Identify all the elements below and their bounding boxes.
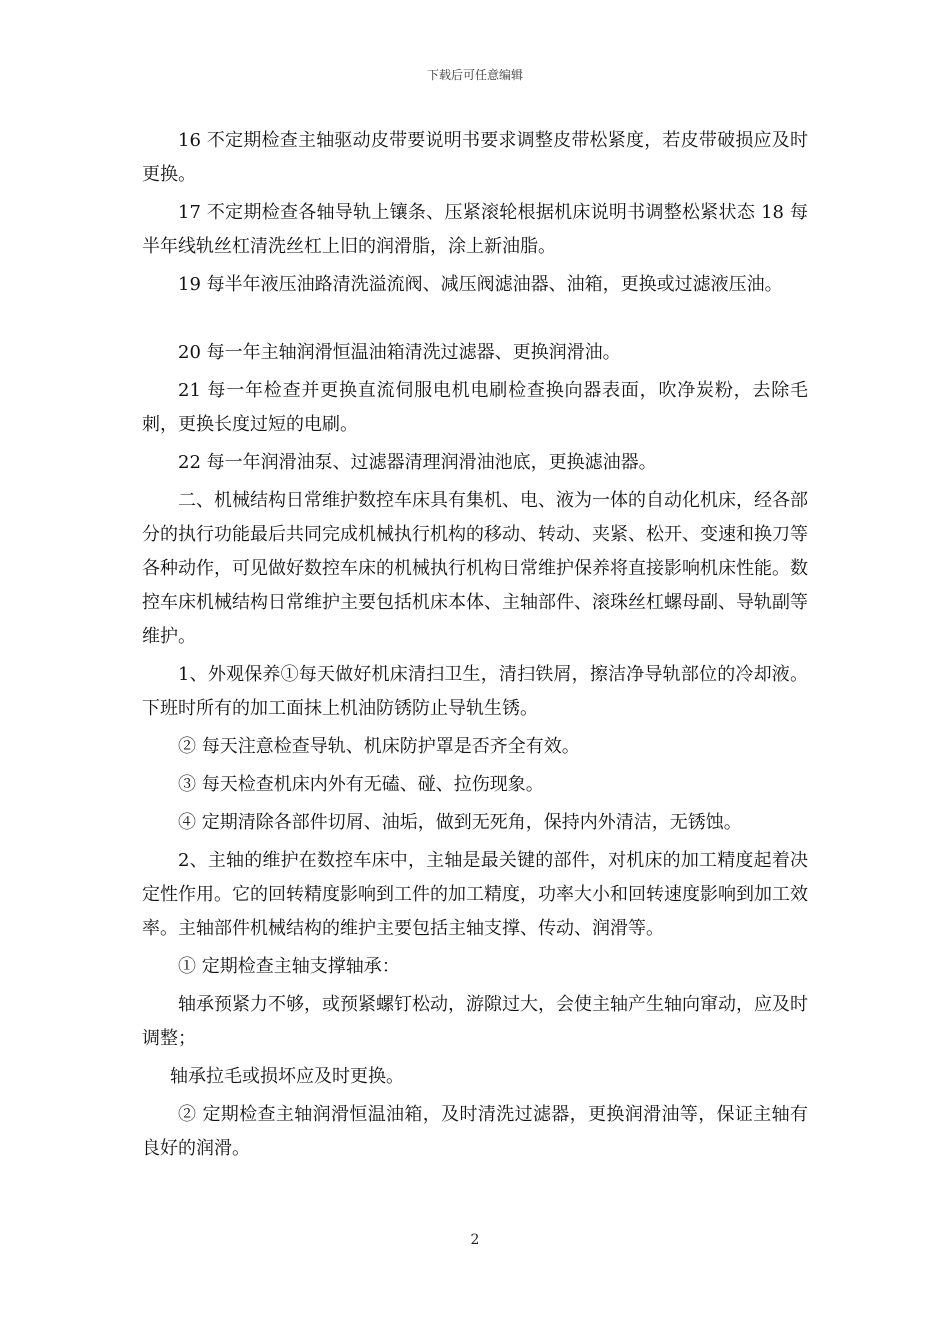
page-number: 2: [470, 1232, 480, 1248]
paragraph-22: 22 每一年润滑油泵、过滤器清理润滑油池底，更换滤油器。: [178, 452, 657, 473]
item-1-appearance: 1、外观保养①每天做好机床清扫卫生，清扫铁屑，擦洁净导轨部位的冷却液。下班时所有的加工面抹上机油防锈防止导轨生锈。: [142, 664, 808, 719]
paragraph-16: 16 不定期检查主轴驱动皮带要说明书要求调整皮带松紧度，若皮带破损应及时更换。: [142, 130, 808, 185]
item-2-spindle: 2、主轴的维护在数控车床中，主轴是最关键的部件，对机床的加工精度起着决定性作用。它的回转精度影响到工件的加工精度，功率大小和回转速度影响到加工效率。主轴部件机械结构的维护主要包括主轴支撑、传动、润滑等。: [142, 850, 808, 939]
bearing-damage-note: 轴承拉毛或损坏应及时更换。: [170, 1066, 404, 1087]
paragraph-21: 21 每一年检查并更换直流伺服电机电刷检查换向器表面，吹净炭粉，去除毛刺，更换长度过短的电刷。: [142, 380, 808, 435]
item-1-point-3: ③ 每天检查机床内外有无磕、碰、拉伤现象。: [178, 774, 544, 795]
section-2-intro: 二、机械结构日常维护数控车床具有集机、电、液为一体的自动化机床，经各部分的执行功能最后共同完成机械执行机构的移动、转动、夹紧、松开、变速和换刀等各种动作，可见做好数控车床的机械执行机构日常维护保养将直接影响机床性能。数控车床机械结构日常维护主要包括机床本体、主轴部件、滚珠丝杠螺母副、导轨副等维护。: [142, 490, 808, 647]
item-2-point-2: ② 定期检查主轴润滑恒温油箱，及时清洗过滤器，更换润滑油等，保证主轴有良好的润滑。: [142, 1104, 808, 1159]
document-body: [142, 124, 808, 1170]
bearing-preload-note: 轴承预紧力不够，或预紧螺钉松动，游隙过大，会使主轴产生轴向窜动，应及时调整；: [142, 994, 808, 1049]
item-2-point-1: ① 定期检查主轴支撑轴承：: [178, 956, 400, 977]
paragraph-19: 19 每半年液压油路清洗溢流阀、减压阀滤油器、油箱，更换或过滤液压油。: [178, 274, 783, 295]
paragraph-20: 20 每一年主轴润滑恒温油箱清洗过滤器、更换润滑油。: [178, 342, 621, 363]
page-header: 下载后可任意编辑: [426, 68, 523, 82]
item-1-point-2: ② 每天注意检查导轨、机床防护罩是否齐全有效。: [178, 736, 580, 757]
paragraph-17-18: 17 不定期检查各轴导轨上镶条、压紧滚轮根据机床说明书调整松紧状态 18 每半年线轨丝杠清洗丝杠上旧的润滑脂，涂上新油脂。: [142, 202, 808, 257]
item-1-point-4: ④ 定期清除各部件切屑、油垢，做到无死角，保持内外清洁，无锈蚀。: [178, 812, 742, 833]
